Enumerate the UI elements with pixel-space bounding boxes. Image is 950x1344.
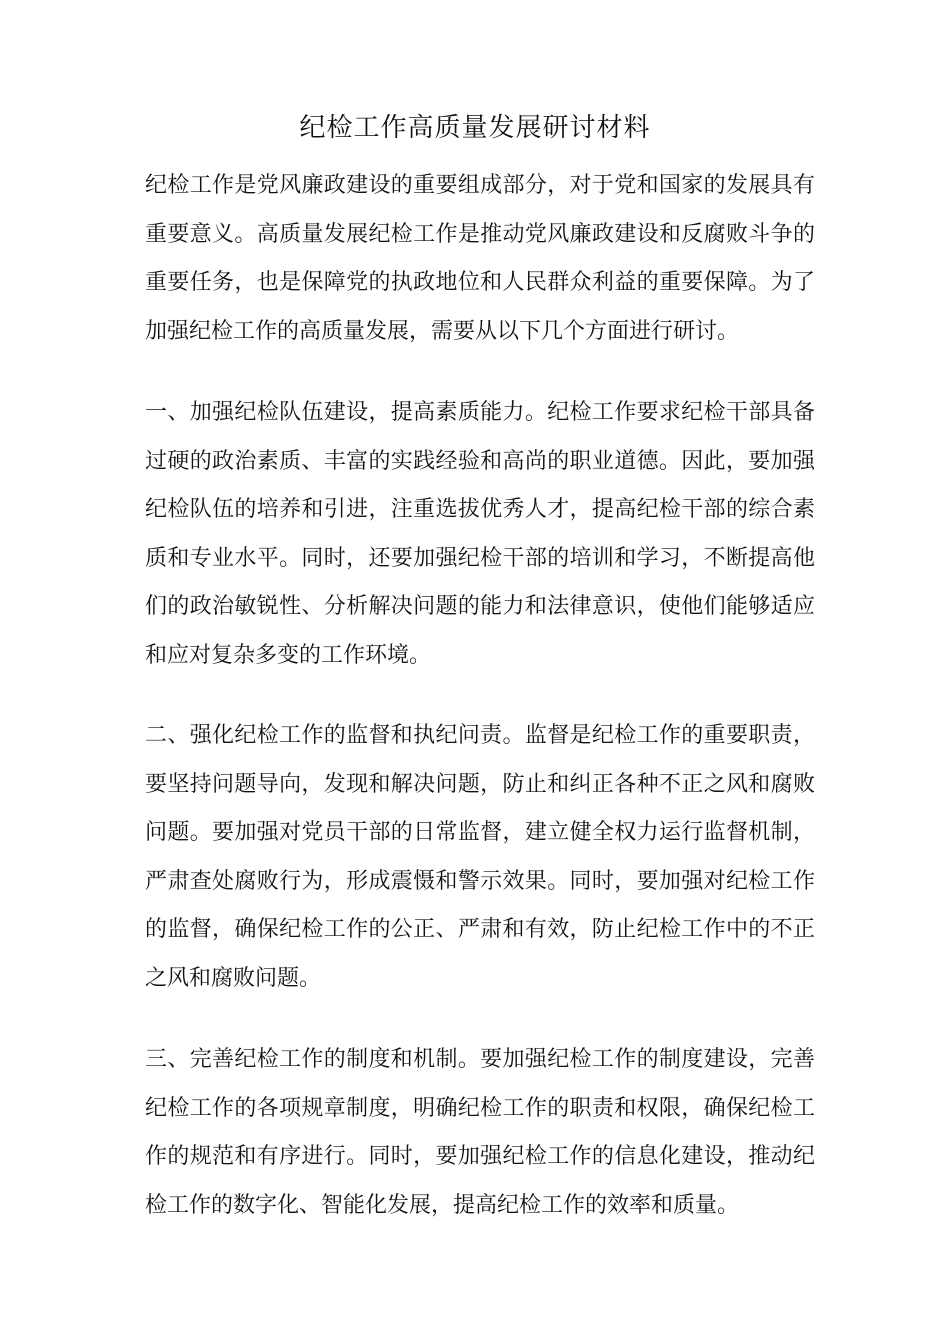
paragraph-section-3: 三、完善纪检工作的制度和机制。要加强纪检工作的制度建设，完善纪检工作的各项规章制度，明确纪检工作的职责和权限，确保纪检工作的规范和有序进行。同时，要加强纪检工作的信息化建设，推动纪检工作的数字化、智能化发展，提高纪检工作的效率和质量。 — [145, 1047, 815, 1218]
paragraph-section-2: 二、强化纪检工作的监督和执纪问责。监督是纪检工作的重要职责，要坚持问题导向，发现和解决问题，防止和纠正各种不正之风和腐败问题。要加强对党员干部的日常监督，建立健全权力运行监督机制，严肃查处腐败行为，形成震慑和警示效果。同时，要加强对纪检工作的监督，确保纪检工作的公正、严肃和有效，防止纪检工作中的不正之风和腐败问题。 — [145, 723, 815, 991]
paragraph-section-1: 一、加强纪检队伍建设，提高素质能力。纪检工作要求纪检干部具备过硬的政治素质、丰富的实践经验和高尚的职业道德。因此，要加强纪检队伍的培养和引进，注重选拔优秀人才，提高纪检干部的综合素质和专业水平。同时，还要加强纪检干部的培训和学习，不断提高他们的政治敏锐性、分析解决问题的能力和法律意识，使他们能够适应和应对复杂多变的工作环境。 — [145, 400, 815, 668]
paragraph-intro: 纪检工作是党风廉政建设的重要组成部分，对于党和国家的发展具有重要意义。高质量发展纪检工作是推动党风廉政建设和反腐败斗争的重要任务，也是保障党的执政地位和人民群众利益的重要保障。为了加强纪检工作的高质量发展，需要从以下几个方面进行研讨。 — [145, 173, 815, 344]
document-title: 纪检工作高质量发展研讨材料 — [299, 113, 651, 143]
